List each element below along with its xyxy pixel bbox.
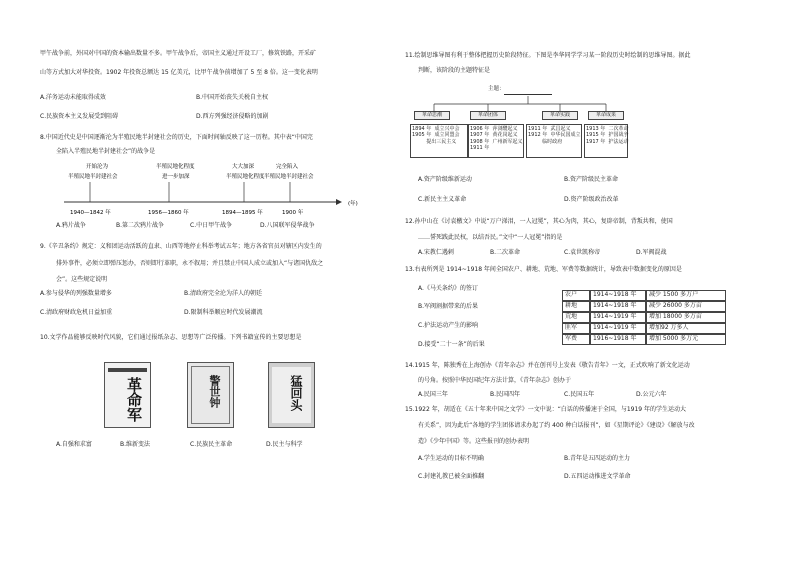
tag-4: 革命成果 (588, 111, 624, 120)
q8-option-b: B.第二次鸦片战争 (116, 222, 165, 229)
table-cell: 1916~1918 年 (590, 334, 646, 345)
q15-line-3: 造》《少年中国》等。这些报刊的创办表明 (418, 438, 530, 445)
q11-option-d: D.资产阶级政治改革 (564, 196, 619, 203)
q9-line-1: 9.《辛丑条约》规定：义和团运动活跃的直隶、山西等地停止科举考试五年；地方各省官员对辖区内发生的 (40, 243, 322, 250)
q12-option-b: B.二次革命 (490, 249, 521, 256)
table-cell: 1914~1918 年 (590, 290, 646, 301)
stage-3-top: 大大加深 (232, 164, 255, 170)
q14-option-d: D.公元六年 (636, 391, 667, 398)
tag-3: 革命实践 (542, 111, 578, 120)
table-cell: 匪军 (562, 323, 590, 334)
table-cell: 减少 26000 多万亩 (646, 301, 726, 312)
book-cover-menghuitou (268, 362, 315, 428)
q11-line-2: 判断，该阶段的主题特征是 (418, 67, 491, 74)
q11-line-1: 11.绘制思维导图有利于整体把握历史阶段特征。下图是李华同学学习某一阶段历史时绘制的思维导图。据此 (405, 52, 691, 59)
q13-option-c: C.护法运动产生的影响 (418, 322, 479, 329)
map-box-3: 1911 年 武昌起义 1912 年 中华民国成立 临时政府 (526, 124, 582, 158)
table-cell: 1914~1919 年 (590, 323, 646, 334)
stage-4-bottom: 半殖民地半封建社会 (264, 174, 314, 180)
book-cover-jingshizhong (187, 362, 234, 428)
stage-1-top: 开始沦为 (86, 164, 109, 170)
q10-option-c: C.民族民主革命 (190, 441, 233, 448)
table-cell: 增加 18000 多万亩 (646, 312, 726, 323)
intro-option-b: B.中国开始丧失关税自主权 (196, 94, 269, 101)
book-cover-geming (104, 362, 151, 428)
q14-option-b: B.民国四年 (490, 391, 521, 398)
book-title-1: 革命军 (125, 377, 143, 422)
book-title-2: 警世钟 (208, 375, 221, 408)
stage-4-top: 完全陷入 (276, 164, 299, 170)
intro-line-1: 甲午战争前，外国对中国的资本输出数量不多。甲午战争后，帝国主义通过开设工厂，修筑铁路，开采矿 (40, 50, 317, 57)
q8-line-2: 全陷入半殖民地半封建社会”的战争是 (56, 148, 156, 155)
q9-line-3: 会”。这些规定说明 (56, 276, 108, 283)
book-title-3: 猛回头 (289, 375, 303, 411)
table-cell: 荒地 (562, 312, 590, 323)
table-cell: 农户 (562, 290, 590, 301)
axis-label: (年) (348, 201, 358, 207)
table-cell: 增加 5000 多万元 (646, 334, 726, 345)
q11-option-c: C.新民主主义革命 (418, 196, 467, 203)
q12-line-2: ……誓死践此民权，以结吾民。”文中“一人冠冕”指的是 (418, 234, 563, 241)
map-box-2: 1906 年 萍浏醴起义 1907 年 黄花岗起义 1908 年 广州新军起义 1911 年 (468, 124, 524, 158)
table-cell: 1914~1918 年 (590, 301, 646, 312)
stage-2-top: 半殖民地化程度 (156, 164, 195, 170)
q8-option-c: C.中日甲午战争 (190, 222, 233, 229)
q8-option-a: A.鸦片战争 (56, 222, 86, 229)
intro-option-c: C.民族资本主义发展受到阻碍 (40, 113, 119, 120)
table-cell: 减少 1500 多万户 (646, 290, 726, 301)
q15-option-c: C.封建礼教已被全面推翻 (418, 473, 485, 480)
q14-option-c: C.民国五年 (564, 391, 595, 398)
q10-option-d: D.民主与科学 (266, 441, 303, 448)
q11-option-a: A.资产阶级维新运动 (418, 176, 472, 183)
table-cell: 增加92 万多人 (646, 323, 726, 334)
q15-line-2: 有关系”，因为此后“各地的学生团体请求办起了约 400 种白话报刊”，如《星期评论》《建设》《解放与改 (418, 422, 695, 429)
q9-option-c: C.清政府财政危机日益加重 (40, 309, 113, 316)
tag-2: 革命团体 (470, 111, 506, 120)
table-cell: 1914~1919 年 (590, 312, 646, 323)
q12-option-d: D.军阀混战 (636, 249, 667, 256)
period-4: 1900 年 (282, 210, 304, 216)
q8-option-d: D.八国联军侵华战争 (260, 222, 315, 229)
q15-option-a: A.学生运动的目标不明确 (418, 455, 484, 462)
period-1: 1940—1842 年 (70, 210, 111, 216)
q13-option-d: D.接受“二十一条”的后果 (418, 341, 485, 348)
stage-1-bottom: 半殖民地半封建社会 (68, 174, 118, 180)
q10-option-a: A.自强和求富 (56, 441, 92, 448)
map-box-1: 1894 年 成立兴中会 1905 年 成立同盟会 提出三民主义 (410, 124, 468, 158)
q9-option-a: A.参与侵华的列强数量增多 (40, 290, 112, 297)
table-cell: 耕地 (562, 301, 590, 312)
q12-option-c: C.袁世凯称帝 (564, 249, 601, 256)
mind-map-topic-label: 主题： (488, 86, 505, 92)
q14-line-2: 的号角。按照中华民国纪年方法计算，《青年杂志》创办于 (418, 377, 572, 384)
q9-line-2: 排外事件，必须立即弹压惩办，否则即行革职，永不叙用；并且禁止中国人成立或加入“与诸国仇敌之 (56, 260, 324, 267)
q9-option-d: D.限制科举顺应时代发展潮流 (184, 309, 263, 316)
q10-option-b: B.维新变法 (120, 441, 151, 448)
q15-option-b: B.青年是五四运动的主力 (564, 455, 631, 462)
q10-stem: 10.文学作品能够反映时代风貌，它们通过报纸杂志、思想等广泛传播。下列书籍宣传的主要思想是 (40, 334, 302, 341)
q9-option-b: B.清政府完全沦为洋人的朝廷 (184, 290, 263, 297)
stage-2-bottom: 进一步加深 (162, 174, 190, 180)
q13-stem: 13.右表所列是 1914~1918 年间全国农户、耕地、荒地、军费等数据统计，导致表中数据变化的原因是 (405, 266, 682, 273)
q15-option-d: D.五四运动推进文学革命 (564, 473, 631, 480)
tag-1: 革命思潮 (414, 111, 450, 120)
q12-option-a: A.宋教仁遇刺 (418, 249, 454, 256)
map-box-4: 1913 年 二次革命 1915 年 护国战争 1917 年 护法运动 (584, 124, 628, 158)
q8-line-1: 8.中国近代史是中国逐渐沦为半殖民地半封建社会的历史，下面时间轴反映了这一历程。其中表“中国完 (40, 134, 313, 141)
table-cell: 军费 (562, 334, 590, 345)
q12-line-1: 12.孙中山在《讨袁檄文》中说“万户涕泪，一人冠冕”，其心为肉，其心，复辟帝制，背叛共和，使国 (405, 218, 673, 225)
period-3: 1894—1895 年 (222, 210, 263, 216)
q14-option-a: A.民国三年 (418, 391, 448, 398)
q14-line-1: 14.1915 年，陈独秀在上海创办《青年杂志》并在创刊号上发表《敬告青年》一文，正式吹响了新文化运动 (405, 362, 690, 369)
intro-option-a: A.洋务运动未能取得成效 (40, 94, 106, 101)
q11-option-b: B.资产阶级民主革命 (564, 176, 619, 183)
intro-line-2: 山等方式加大对华投资。1902 年投资总额达 15 亿美元，比甲午战争前增加了 5 至 8 倍。这一变化表明 (40, 69, 318, 76)
q13-option-a: A.《马关条约》的签订 (418, 285, 478, 292)
intro-option-d: D.西方列强经济侵略的加剧 (196, 113, 269, 120)
q13-option-b: B.军阀割据带来的后果 (418, 303, 479, 310)
period-2: 1956—1860 年 (148, 210, 189, 216)
stage-3-bottom: 半殖民地化程度 (226, 174, 265, 180)
q15-line-1: 15.1922 年，胡适在《五十年来中国之文学》一文中说：“白话的传播速于全国，与1919 年的学生运动大 (405, 406, 687, 413)
